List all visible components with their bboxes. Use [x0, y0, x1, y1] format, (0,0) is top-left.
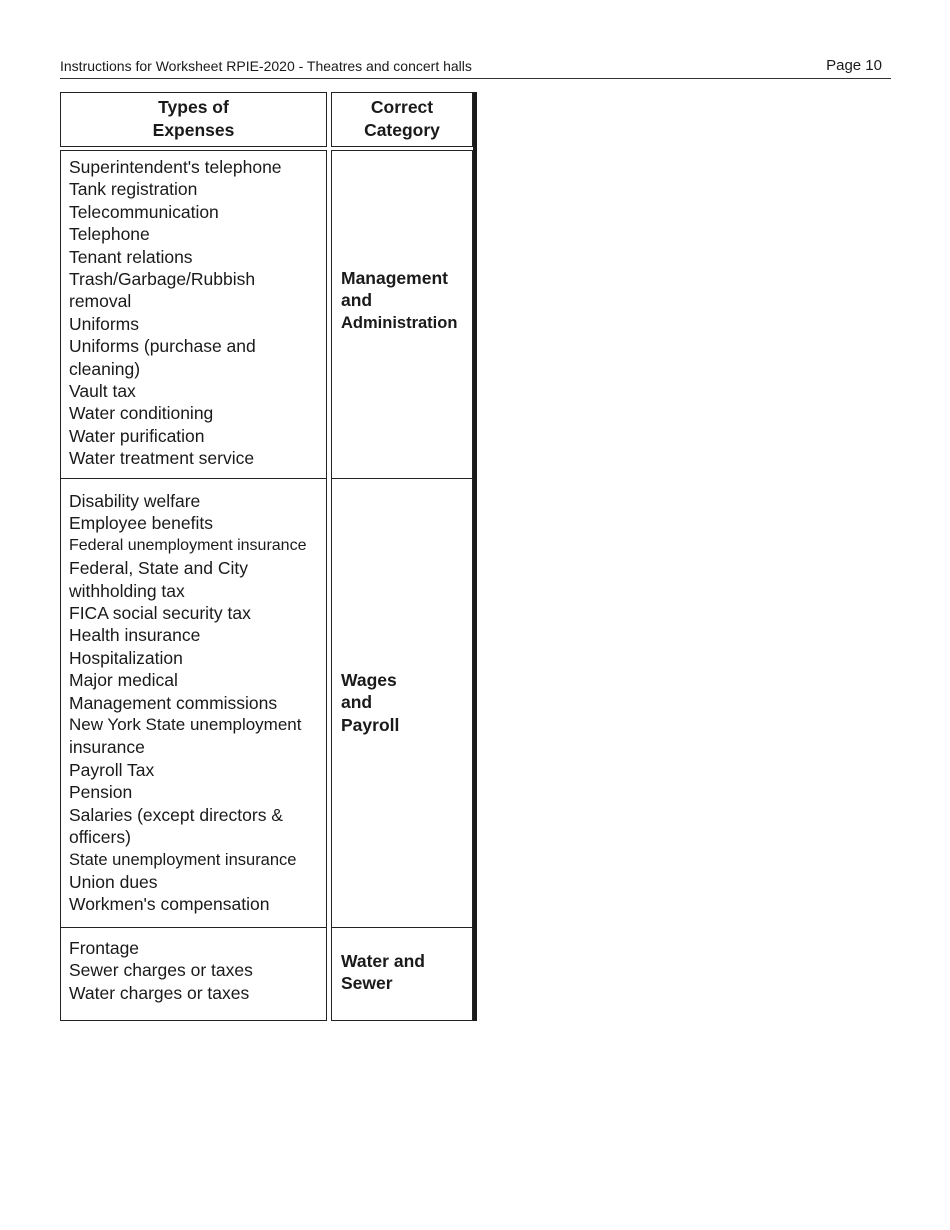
- column-header-category-line-1: Correct: [370, 97, 434, 117]
- expense-item: Water charges or taxes: [69, 982, 250, 1003]
- category-label: Management: [341, 268, 448, 288]
- page-number: Page 10: [826, 57, 882, 74]
- expense-item: FICA social security tax: [69, 603, 251, 624]
- expense-item: Uniforms (purchase and: [69, 336, 256, 357]
- expense-item: Management commissions: [69, 692, 278, 713]
- expense-item: officers): [69, 827, 131, 848]
- column-header-types: [60, 92, 327, 147]
- expense-item: Disability welfare: [69, 491, 201, 511]
- expense-item: Pension: [69, 782, 133, 803]
- expense-item: New York State unemployment: [69, 715, 302, 735]
- expense-item: removal: [69, 291, 132, 312]
- expense-item: Frontage: [69, 938, 140, 958]
- column-header-types-line-2: Expenses: [152, 120, 235, 140]
- category-label: Payroll: [341, 714, 400, 735]
- expense-item: insurance: [69, 737, 145, 758]
- expense-list-management: [60, 150, 327, 479]
- expense-item: Telephone: [69, 224, 150, 245]
- document-title: Instructions for Worksheet RPIE-2020 - Theatres and concert halls: [60, 58, 472, 74]
- expense-item: cleaning): [69, 358, 141, 379]
- expense-item: Hospitalization: [69, 647, 183, 668]
- column-header-types-line-1: Types of: [158, 97, 229, 117]
- expense-item: Federal unemployment insurance: [69, 536, 307, 554]
- category-label: Water and: [341, 951, 425, 971]
- column-header-category: [331, 92, 473, 147]
- expense-item: Salaries (except directors &: [69, 804, 283, 825]
- expense-list-water: [60, 927, 327, 1021]
- expense-item: Tenant relations: [69, 246, 193, 267]
- expense-item: Superintendent's telephone: [69, 157, 282, 177]
- page-header: [60, 57, 891, 79]
- expense-item: Payroll Tax: [69, 759, 155, 780]
- expense-item: State unemployment insurance: [69, 850, 297, 869]
- column-header-category-line-2: Category: [364, 120, 440, 140]
- category-label: and: [341, 290, 373, 311]
- expense-item: Uniforms: [69, 313, 140, 334]
- expense-item: Water treatment service: [69, 448, 255, 469]
- expense-item: Major medical: [69, 670, 178, 691]
- category-label: and: [341, 692, 373, 713]
- expense-list-wages: [60, 478, 327, 928]
- expense-item: Vault tax: [69, 381, 136, 402]
- expense-item: Union dues: [69, 871, 158, 892]
- expense-item: Health insurance: [69, 625, 201, 646]
- expense-item: Water conditioning: [69, 403, 214, 424]
- category-water: [331, 927, 473, 1021]
- expense-item: Water purification: [69, 425, 205, 446]
- expense-item: Federal, State and City: [69, 558, 248, 579]
- expense-item: Sewer charges or taxes: [69, 960, 253, 981]
- expense-item: withholding tax: [69, 580, 185, 601]
- category-wages: [331, 478, 473, 928]
- category-label: Administration: [341, 313, 458, 332]
- table-right-rule: [473, 92, 477, 1021]
- category-label: Sewer: [341, 973, 393, 994]
- category-label: Wages: [341, 670, 397, 690]
- expense-item: Telecommunication: [69, 201, 219, 222]
- expense-item: Tank registration: [69, 179, 198, 200]
- expense-item: Trash/Garbage/Rubbish: [69, 269, 256, 290]
- expense-item: Workmen's compensation: [69, 894, 270, 915]
- expense-item: Employee benefits: [69, 513, 213, 534]
- category-management: [331, 150, 473, 479]
